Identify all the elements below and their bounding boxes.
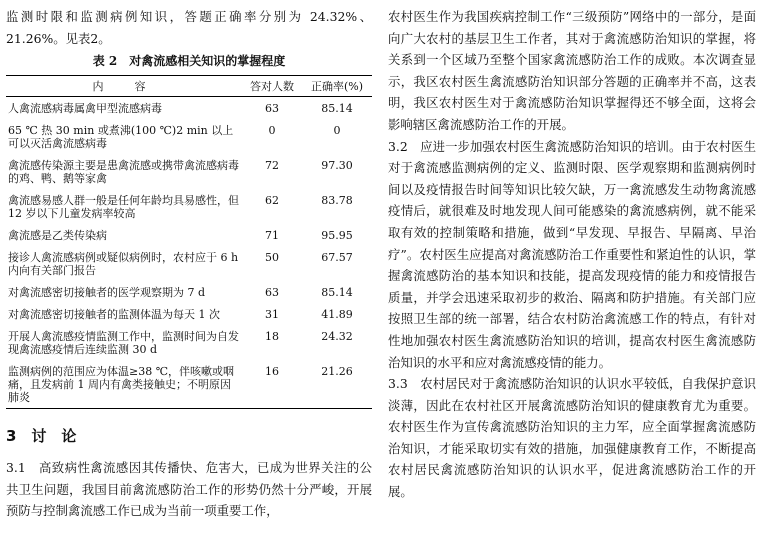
table-row (6, 325, 372, 360)
right-column (388, 6, 756, 503)
row-content: 人禽流感病毒属禽甲型流感病毒 (8, 102, 162, 116)
row-rate: 0 (333, 124, 341, 138)
paragraph-3-2: 3.2 应进一步加强农村医生禽流感防治知识的培训。由于农村医生对于禽流感监测病例的定义、监测时限、医学观察期和监测病例时间以及疫情报告时间等知识比较欠缺，万一禽流感发生动物禽流感疫情后，就很难及时地发现人间可能感染的禽流感病例，就不能采取有效的控制策略和措施，做到“早发现、早报告、早隔离、早治疗”。农村医生应提高对禽流感防治工作重要性和紧迫性的认识，掌握禽流感防治的基本知识和技能，提高发现疫情的能力和疫情报告质量，并学会迅速采取初步的救治、隔离和防护措施。有关部门应按照卫生部的统一部署，结合农村防治禽流感工作的特点，有针对性地加强农村医生禽流感防治知识的培训，提高农村医生禽流感防治知识的水平和应对禽流感疫情的能力。 (388, 138, 756, 370)
row-content: 禽流感传染源主要是患禽流感或携带禽流感病毒的鸡、鸭、鹅等家禽 (8, 159, 239, 186)
row-count: 31 (265, 308, 279, 322)
table-row (6, 360, 372, 409)
table-row (6, 189, 372, 224)
row-rate: 41.89 (321, 308, 353, 322)
table-row (6, 119, 372, 154)
knowledge-table (6, 75, 372, 409)
table-row (6, 97, 372, 120)
row-count: 63 (265, 102, 279, 116)
row-rate: 97.30 (321, 159, 353, 173)
row-content: 监测病例的范围应为体温≥38 ℃，伴咳嗽或咽痛，且发病前 1 周内有禽类接触史；不明原因肺炎 (8, 365, 235, 405)
table-row (6, 224, 372, 246)
header-content: 内 容 (92, 80, 156, 94)
row-content: 65 ℃ 热 30 min 或煮沸(100 ℃)2 min 以上可以灭活禽流感病毒 (8, 124, 234, 151)
row-count: 16 (265, 365, 279, 379)
row-content: 接诊人禽流感病例或疑似病例时，农村应于 6 h 内向有关部门报告 (8, 251, 239, 278)
table-row (6, 246, 372, 281)
row-rate: 85.14 (321, 102, 353, 116)
table-row (6, 154, 372, 189)
row-rate: 67.57 (321, 251, 353, 265)
row-content: 开展人禽流感疫情监测工作中，监测时间为自发现禽流感疫情后连续监测 30 d (8, 330, 239, 357)
left-column (6, 6, 372, 522)
table-row (6, 303, 372, 325)
row-content: 禽流感易感人群一般是任何年龄均具易感性，但 12 岁以下儿童发病率较高 (8, 194, 239, 221)
row-rate: 24.32 (321, 330, 353, 344)
row-rate: 85.14 (321, 286, 353, 300)
row-rate: 95.95 (321, 229, 353, 243)
row-count: 50 (265, 251, 279, 265)
intro-paragraph: 监测时限和监测病例知识，答题正确率分别为 24.32%、21.26%。见表2。 (6, 9, 372, 46)
row-count: 0 (268, 124, 276, 138)
row-content: 对禽流感密切接触者的医学观察期为 7 d (8, 286, 206, 300)
paragraph-3-1: 3.1 高致病性禽流感因其传播快、危害大，已成为世界关注的公共卫生问题，我国目前禽流感防治工作的形势仍然十分严峻，开展预防与控制禽流感工作已成为当前一项重要工作， (6, 460, 372, 519)
table-title: 表 2 对禽流感相关知识的掌握程度 (92, 54, 286, 69)
header-count: 答对人数 (250, 80, 294, 94)
row-rate: 83.78 (321, 194, 353, 208)
row-count: 72 (265, 159, 279, 173)
paragraph-3-3: 3.3 农村居民对于禽流感防治知识的认识水平较低，自我保护意识淡薄，因此在农村社区开展禽流感防治知识的健康教育尤为重要。农村医生作为宣传禽流感防治知识的主力军，应全面掌握禽流感防治知识，才能采取切实有效的措施，加强健康教育工作，不断提高农村居民禽流感防治知识的认识水平，促进禽流感防治工作的开展。 (388, 376, 756, 500)
row-count: 18 (265, 330, 279, 344)
row-rate: 21.26 (321, 365, 353, 379)
header-rate: 正确率(%) (310, 80, 364, 94)
row-count: 71 (265, 229, 279, 243)
row-content: 对禽流感密切接触者的监测体温为每天 1 次 (8, 308, 220, 322)
row-count: 62 (265, 194, 279, 208)
paragraph-continued: 农村医生作为我国疾病控制工作“三级预防”网络中的一部分，是面向广大农村的基层卫生工作者，其对于禽流感防治知识的掌握，将关系到一个区域乃至整个国家禽流感防治工作的成败。本次调查显示，我区农村医生禽流感防治知识部分答题的正确率并不高，这表明，我区农村医生对于禽流感防治知识掌握得还不够全面，这将会影响辖区禽流感防治工作的开展。 (388, 9, 756, 132)
section-heading: 3 讨 论 (6, 427, 77, 446)
row-count: 63 (265, 286, 279, 300)
table-header-row (6, 76, 372, 97)
row-content: 禽流感是乙类传染病 (8, 229, 107, 243)
table-row (6, 281, 372, 303)
